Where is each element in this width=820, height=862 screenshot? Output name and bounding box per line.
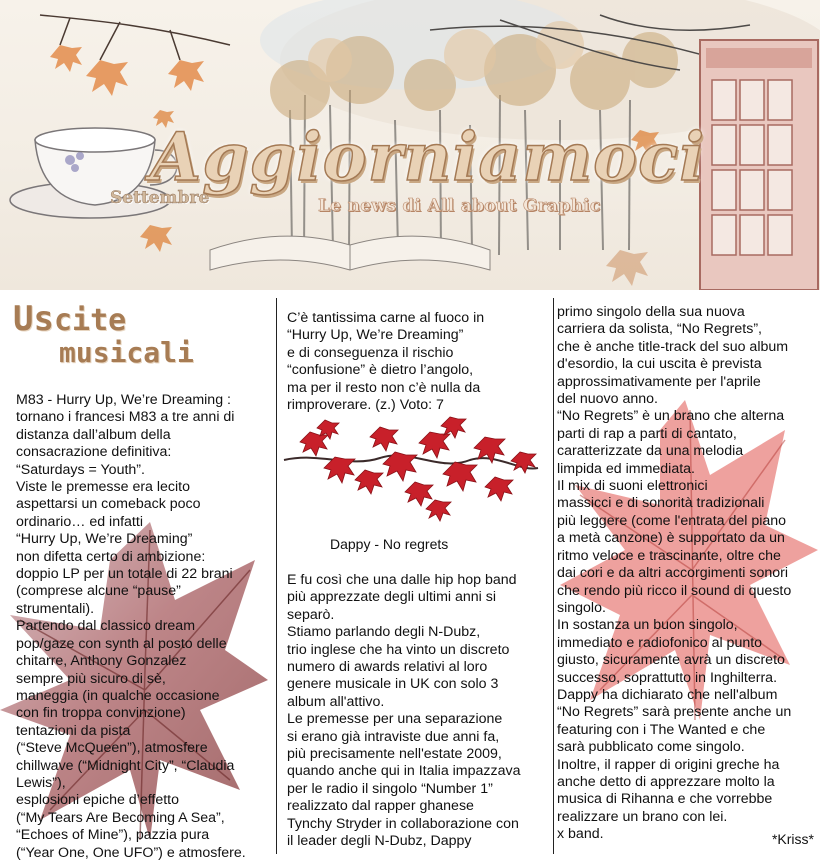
section-title	[13, 299, 194, 369]
header-banner	[0, 0, 820, 290]
column1-article: M83 - Hurry Up, We’re Dreaming : tornano i francesi M83 a tre anni di distanza dall’album della consacrazione definitiva: “Saturdays = Youth”. Viste le premesse era lecito aspettarsi un comeback poco ordinario… ed infatti “Hurry Up, We’re Dreaming” non difetta certo di ambizione: doppio LP per un totale di 22 brani (comprese alcune “pause” strumentali). Partendo dal classico dream pop/gaze con synth al posto delle chitarre, Anthony Gonzalez sempre più sicuro di sè, maneggia (in qualche occasione con fin troppa convinzione) tentazioni da pista (“Steve McQueen”), atmosfere chillwave (“Midnight City”, “Claudia Lewis”), esplosioni epiche d’effetto (“My Tears Are Becoming A Sea”, “Echoes of Mine”), pazzia pura (“Year One, One UFO”) e atmosfere.	[16, 392, 246, 861]
section-title-line2: musicali	[59, 336, 194, 369]
banner-title: Aggiorniamoci	[150, 118, 706, 196]
column-divider-left	[276, 298, 277, 854]
column2-article-bottom: E fu così che una dalle hip hop band più apprezzate degli ultimi anni si separò. Stiamo parlando degli N-Dubz, trio inglese che ha vinto un discreto numero di awards relativi al loro genere musicale in UK con solo 3 album all'attivo. Le premesse per una separazione si erano già intraviste due anni fa, più precisamente nell'estate 2009, quando anche qui in Italia impazzava per le radio il singolo “Number 1” realizzato dal rapper ghanese Tynchy Stryder in collaborazione con il leader degli N-Dubz, Dappy	[287, 572, 521, 850]
section-title-rest: cite	[53, 303, 127, 338]
column-divider-right	[553, 298, 554, 854]
banner-month: Settembre	[110, 188, 210, 208]
banner-subtitle: Le news di All about Graphic	[318, 196, 601, 216]
column2-article-top: C’è tantissima carne al fuoco in “Hurry Up, We’re Dreaming” e di conseguenza il rischio “confusione” è dietro l’angolo, ma per il resto non c’è nulla da rimproverare. (z.) Voto: 7	[287, 310, 485, 414]
image-caption: Dappy - No regrets	[330, 536, 449, 552]
ivy-vine-icon	[280, 412, 542, 528]
author-signature: *Kriss*	[771, 831, 814, 847]
column3-article: primo singolo della sua nuova carriera da solista, “No Regrets”, che è anche title-track del suo album d'esordio, la cui uscita è prevista approssimativamente per l'aprile del nuovo anno. “No Regrets” è un brano che alterna parti di rap a parti di cantato, caratterizzate da una melodia limpida ed immediata. Il mix di suoni elettronici massicci e di sonorità tradizionali più leggere (come l'entrata del piano a metà canzone) è supportato da un ritmo veloce e trascinante, oltre che dai cori e da altri accorgimenti sonori che rendo più ricco il sound di questo singolo. In sostanza un buon singolo, immediato e radiofonico al punto giusto, sicuramente avrà un discreto successo, soprattutto in Inghilterra. Dappy ha dichiarato che nell'album “No Regrets” sarà presente anche un featuring con i The Wanted e che sarà pubblicato come singolo. Inoltre, il rapper di origini greche ha anche detto di apprezzare molto la musica di Rihanna e che vorrebbe realizzare un brano con lei. x band.	[557, 304, 792, 843]
section-title-initials: Us	[13, 299, 54, 339]
